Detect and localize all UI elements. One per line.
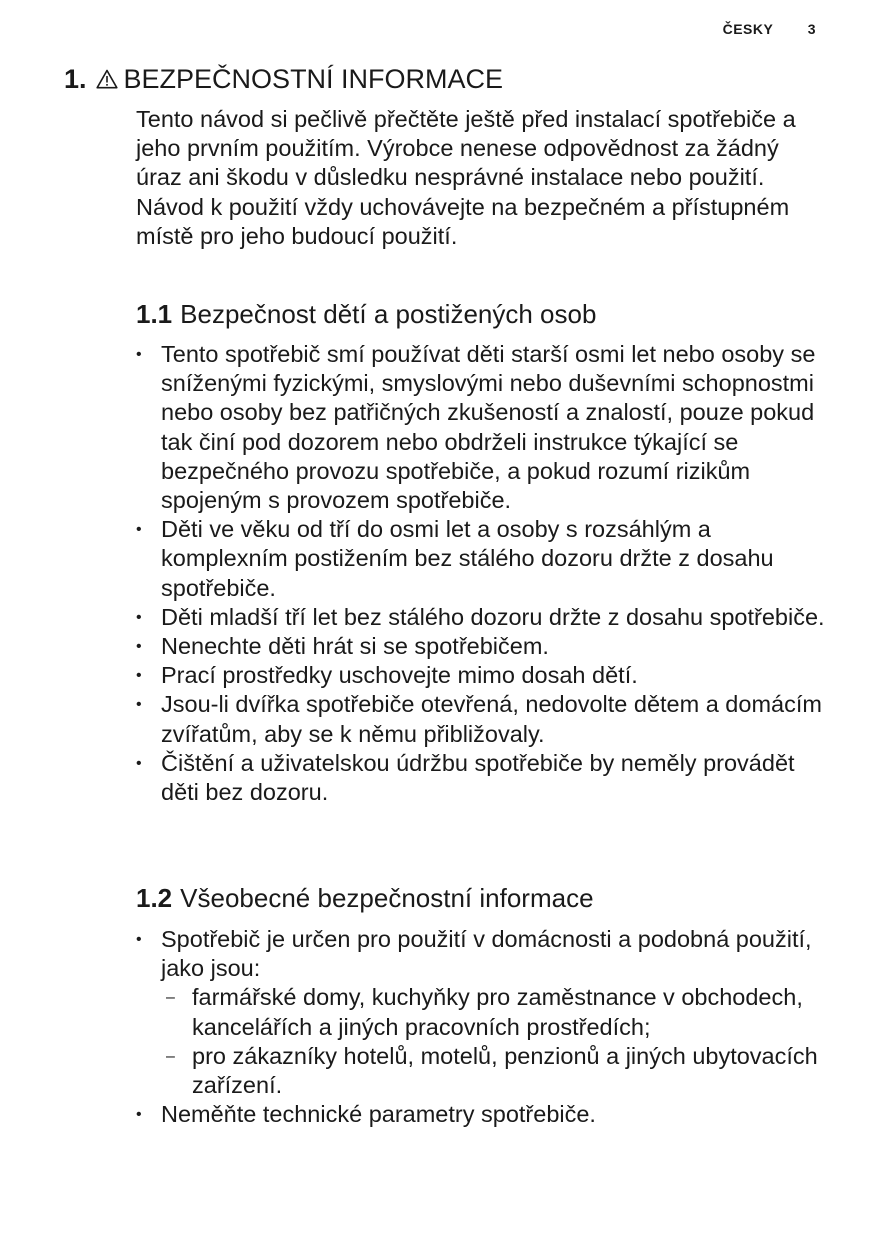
- subsection-title: Všeobecné bezpečnostní informace: [180, 883, 594, 913]
- general-safety-list: [136, 925, 836, 1129]
- list-item: • Čištění a uživatelskou údržbu spotřebiče by neměly provádět děti bez dozoru.: [136, 749, 836, 807]
- intro-paragraph: Tento návod si pečlivě přečtěte ještě před instalací spotřebiče a jeho prvním použitím. Výrobce nenese odpovědnost za žádný úraz ani škodu v důsledku nesprávné instalace nebo použití. Návod k použití vždy uchovávejte na bezpečném a přístupném místě pro jeho budoucí použití.: [136, 106, 796, 249]
- subsection-number: 1.2: [136, 883, 173, 913]
- sub-list-item: – pro zákazníky hotelů, motelů, penzionů a jiných ubytovacích zařízení.: [161, 1042, 836, 1100]
- page-header: [723, 21, 816, 37]
- sub-list-item: – farmářské domy, kuchyňky pro zaměstnance v obchodech, kancelářích a jiných pracovních prostředích;: [161, 983, 836, 1041]
- list-item: • Děti mladší tří let bez stálého dozoru držte z dosahu spotřebiče.: [136, 603, 836, 632]
- section-title: BEZPEČNOSTNÍ INFORMACE: [123, 64, 504, 94]
- subsection-number: 1.1: [136, 299, 173, 329]
- list-item: [136, 925, 836, 1100]
- list-item: • Jsou-li dvířka spotřebiče otevřená, nedovolte dětem a domácím zvířatům, aby se k němu přibližovaly.: [136, 690, 836, 748]
- language-label: ČESKY: [722, 21, 774, 37]
- page-number: 3: [807, 21, 816, 37]
- subsection-title: Bezpečnost dětí a postižených osob: [180, 299, 597, 329]
- sub-list: [161, 983, 836, 1100]
- child-safety-list: [136, 340, 836, 807]
- warning-triangle-icon: [96, 67, 118, 93]
- section-number: 1.: [64, 64, 87, 94]
- section-heading: [64, 62, 503, 97]
- list-item: • Prací prostředky uschovejte mimo dosah dětí.: [136, 661, 836, 690]
- list-item: • Děti ve věku od tří do osmi let a osoby s rozsáhlým a komplexním postižením bez stálého dozoru držte z dosahu spotřebiče.: [136, 515, 836, 603]
- subsection-heading-child-safety: [136, 298, 596, 330]
- subsection-heading-general-safety: [136, 882, 594, 914]
- list-item: • Tento spotřebič smí používat děti starší osmi let nebo osoby se sníženými fyzickými, smyslovými nebo duševními schopnostmi nebo osoby bez patřičných zkušeností a znalostí, pouze pokud tak činí pod dozorem nebo obdrželi instrukce týkající se bezpečného provozu spotřebiče, a pokud rozumí rizikům spojeným s provozem spotřebiče.: [136, 340, 836, 515]
- list-item: • Nenechte děti hrát si se spotřebičem.: [136, 632, 836, 661]
- list-item-text: Spotřebič je určen pro použití v domácnosti a podobná použití, jako jsou:: [161, 926, 812, 982]
- list-item: • Neměňte technické parametry spotřebiče.: [136, 1100, 836, 1129]
